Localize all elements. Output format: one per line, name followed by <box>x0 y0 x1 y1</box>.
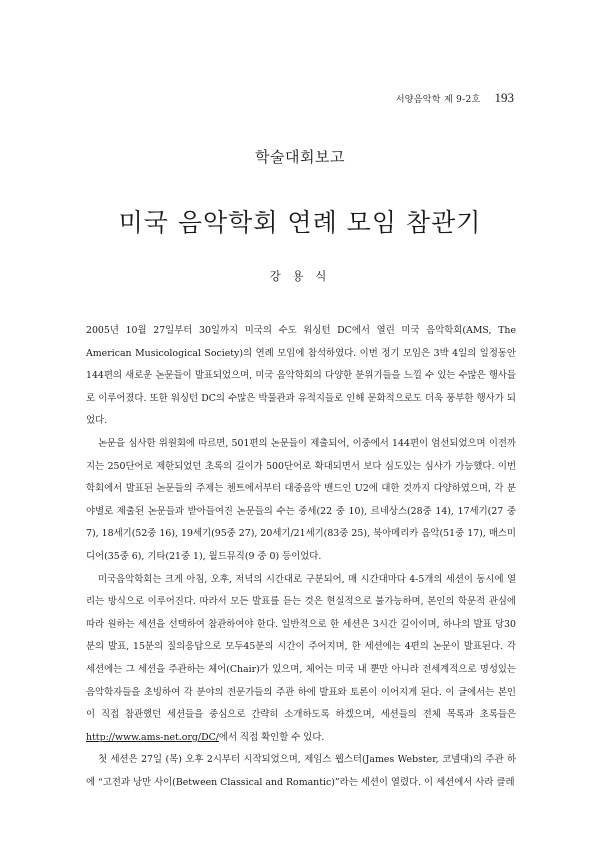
page-number: 193 <box>494 90 514 105</box>
section-label: 학술대회보고 <box>255 148 345 166</box>
paragraph-1: 2005년 10월 27일부터 30일까지 미국의 수도 워싱턴 DC에서 열린 미국 음악학회(AMS, The American Musicological Society)의 연례 모임에 참석하였다. 이번 정기 모임은 3박 4일의 일정동안 144편의 새로운 논문들이 발표되었으며, 미국 음악학회의 다양한 분위기들을 느낄 수 있는 수많은 행사들로 이루어졌다. 또한 워싱턴 DC의 수많은 박물관과 유적지들로 인해 문화적으로도 더욱 풍부한 행사가 되었다. <box>86 325 516 427</box>
author-name: 강 용 식 <box>269 269 331 283</box>
journal-name: 서양음악학 제 9-2호 <box>395 95 481 105</box>
paragraph-3-text: 미국음악학회는 크게 아침, 오후, 저녁의 시간대로 구분되어, 매 시간대마다 4-5개의 세션이 동시에 열리는 방식으로 이루어진다. 따라서 모든 발표를 듣는 것은 현실적으로 불가능하며, 본인의 학문적 관심에 따라 원하는 세션을 선택하여 참관하여야 한다. 일반적으로 한 세션은 3시간 길이이며, 하나의 발표 당30분의 발표, 15분의 질의응답으로 모두45분의 시간이 주어지며, 한 세션에는 4편의 논문이 발표된다. 각 세션에는 그 세션을 주관하는 체어(Chair)가 있으며, 체어는 미국 내 뿐만 아니라 전세계적으로 명성있는 음악학자들을 초빙하여 각 분야의 전문가들의 주관 하에 발표와 토론이 이어지게 된다. 이 글에서는 본인이 직접 참관했던 세션들을 중심으로 간략히 소개하도록 하겠으며, 세션들의 전체 목록과 초록들은 <box>86 573 516 721</box>
page-title: 미국 음악학회 연례 모임 참관기 <box>118 207 482 237</box>
paragraph-3-tail: 에서 직접 확인할 수 있다. <box>218 731 325 743</box>
paragraph-2: 논문을 심사한 위원회에 따르면, 501편의 논문들이 제출되어, 이중에서 144편이 엄선되었으며 이전까지는 250단어로 제한되었던 초록의 길이가 500단어로 확대되면서 보다 심도있는 심사가 가능했다. 이번 학회에서 발표된 논문들의 주제는 첸트에서부터 대중음악 밴드인 U2에 대한 것까지 다양하였으며, 각 분야별로 제출된 논문들과 받아들여진 논문들의 수는 중세(22 중 10), 르네상스(28중 14), 17세기(27 중 7), 18세기(52중 16), 19세기(95중 27), 20세기/21세기(83중 25), 북아메리카 음악(51중 17), 매스미디어(35중 6), 기타(21중 1), 월드뮤직(9 중 0) 등이었다. <box>86 437 516 562</box>
article-body <box>86 320 516 794</box>
ams-link[interactable]: http://www.ams-net.org/DC/ <box>86 731 219 743</box>
paragraph-3 <box>86 569 516 750</box>
running-header <box>300 90 514 106</box>
paragraph-4: 첫 세션은 27일 (목) 오후 2시부터 시작되었으며, 제임스 웹스터(James Webster, 코넬대)의 주관 하에 “고전과 낭만 사이(Between Classical and Romantic)”라는 세션이 열렸다. 이 세션에서 사라 클레 <box>86 754 516 788</box>
